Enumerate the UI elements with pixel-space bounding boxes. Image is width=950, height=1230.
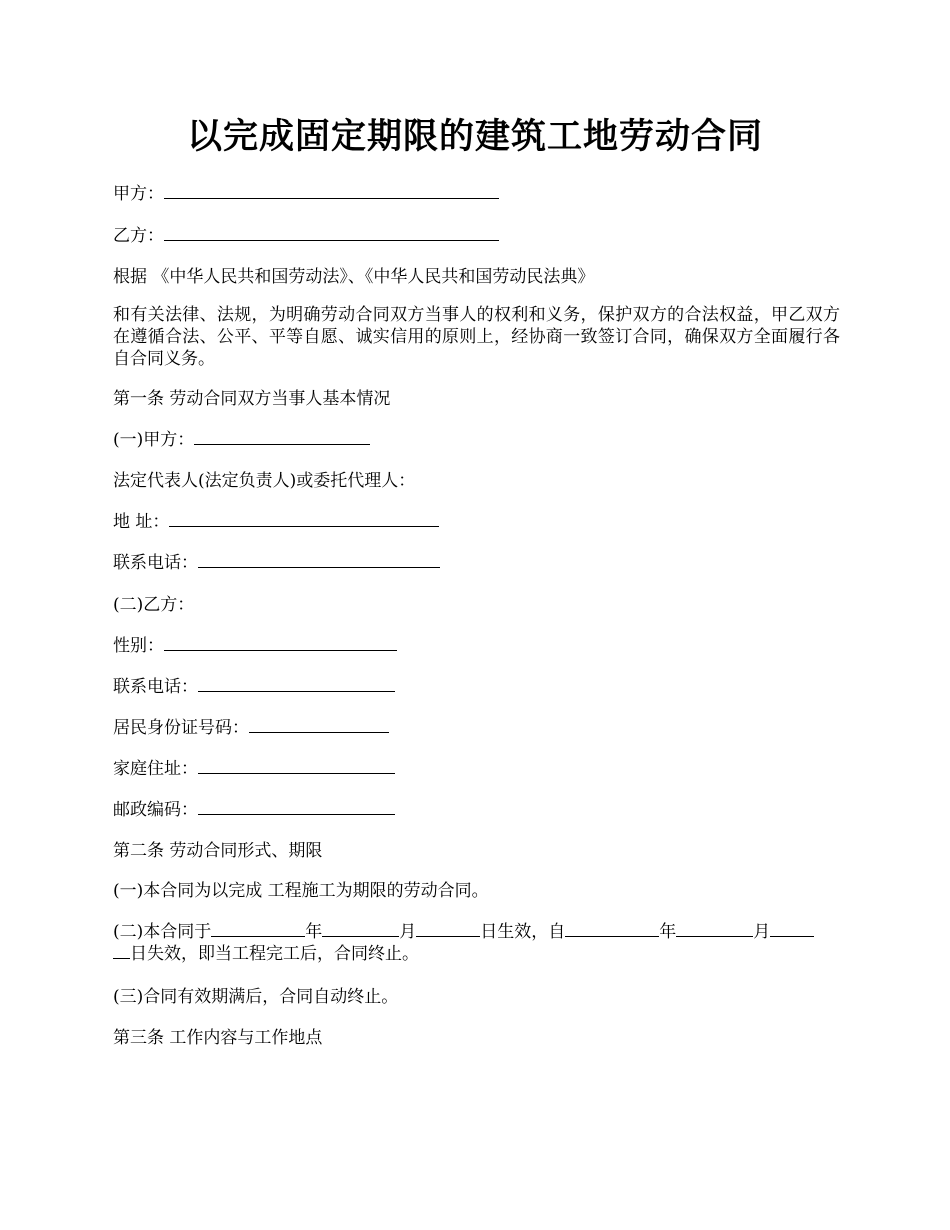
article2-item3: (三)合同有效期满后，合同自动终止。 — [113, 987, 399, 1007]
party-b-line — [113, 225, 499, 247]
party-a-line — [113, 183, 499, 205]
article2-item2-line2 — [113, 943, 419, 965]
id-number-label: 居民身份证号码： — [113, 718, 249, 738]
document-title: 以完成固定期限的建筑工地劳动合同 — [186, 116, 763, 157]
article2-item2-prefix: (二)本合同于 — [113, 922, 212, 942]
end-month-blank[interactable] — [676, 921, 753, 937]
phone-b-blank[interactable] — [198, 676, 395, 692]
party-b-blank[interactable] — [164, 225, 499, 241]
article2-item1: (一)本合同为以完成 工程施工为期限的劳动合同。 — [113, 881, 489, 901]
phone-b-label: 联系电话： — [113, 677, 198, 697]
article3-heading: 第三条 工作内容与工作地点 — [113, 1028, 323, 1048]
id-number-line — [113, 717, 389, 739]
article1-party-b-label: (二)乙方： — [113, 595, 195, 615]
start-year-label: 年 — [305, 922, 323, 942]
gender-blank[interactable] — [164, 635, 397, 651]
end-month-label: 月 — [753, 922, 771, 942]
article1-party-a-blank[interactable] — [194, 429, 370, 445]
start-month-label: 月 — [399, 922, 417, 942]
start-year-blank[interactable] — [211, 921, 305, 937]
postal-code-label: 邮政编码： — [113, 800, 198, 820]
article2-heading: 第二条 劳动合同形式、期限 — [113, 841, 323, 861]
party-a-label: 甲方： — [113, 184, 164, 204]
phone-a-label: 联系电话： — [113, 553, 198, 573]
home-address-line — [113, 758, 395, 780]
article1-heading: 第一条 劳动合同双方当事人基本情况 — [113, 389, 391, 409]
phone-b-line — [113, 676, 395, 698]
address-label: 地 址： — [113, 512, 170, 532]
gender-label: 性别： — [113, 636, 164, 656]
phone-a-blank[interactable] — [198, 552, 440, 568]
article2-item2-end: 日失效，即当工程完工后，合同终止。 — [130, 944, 419, 964]
end-day-blank-part1[interactable] — [770, 921, 814, 937]
preamble-paragraph: 和有关法律、法规，为明确劳动合同双方当事人的权利和义务，保护双方的合法权益，甲乙双方在遵循合法、公平、平等自愿、诚实信用的原则上，经协商一致签订合同，确保双方全面履行各自合同义务。 — [113, 305, 840, 369]
party-a-blank[interactable] — [164, 183, 499, 199]
postal-code-blank[interactable] — [198, 799, 395, 815]
postal-code-line — [113, 799, 395, 821]
address-line — [113, 511, 439, 533]
article1-party-a-line — [113, 429, 370, 451]
representative-label: 法定代表人(法定负责人)或委托代理人： — [113, 471, 416, 491]
basis-text: 根据 《中华人民共和国劳动法》、《中华人民共和国劳动民法典》 — [113, 267, 595, 287]
article1-party-a-label: (一)甲方： — [113, 430, 195, 450]
article2-item2-line1 — [113, 921, 814, 943]
start-day-blank[interactable] — [416, 921, 480, 937]
address-blank[interactable] — [169, 511, 439, 527]
home-address-blank[interactable] — [198, 758, 395, 774]
id-number-blank[interactable] — [249, 717, 389, 733]
start-month-blank[interactable] — [322, 921, 399, 937]
end-year-label: 年 — [659, 922, 677, 942]
home-address-label: 家庭住址： — [113, 759, 198, 779]
end-day-blank-part2[interactable] — [113, 943, 130, 959]
effective-label: 日生效，自 — [480, 922, 566, 942]
party-b-label: 乙方： — [113, 226, 164, 246]
phone-a-line — [113, 552, 440, 574]
end-year-blank[interactable] — [565, 921, 659, 937]
gender-line — [113, 635, 397, 657]
